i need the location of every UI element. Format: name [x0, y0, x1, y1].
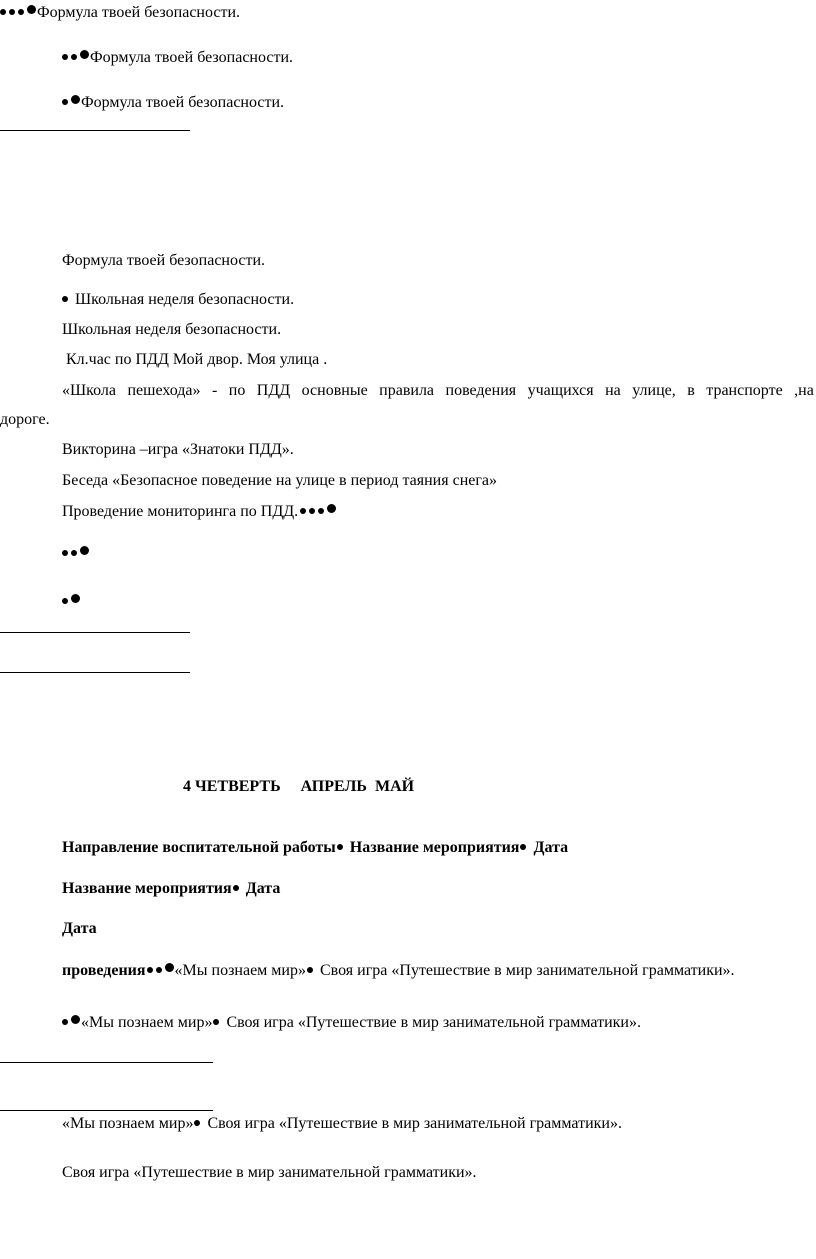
- footnote-rule: [0, 672, 190, 673]
- word: транспорте: [706, 382, 783, 399]
- bullet-icon: [71, 594, 80, 603]
- bullet-icon: [194, 1120, 200, 1126]
- bullet-icon: [307, 967, 313, 973]
- bullet-icon: [0, 9, 6, 15]
- col-date: Дата: [245, 880, 281, 897]
- col-date-held: проведения: [62, 962, 146, 979]
- footnote-rule: [0, 130, 190, 131]
- bullet-icon: [18, 9, 24, 15]
- school-week-bulleted: [62, 290, 294, 310]
- bullet-icon: [62, 1019, 68, 1025]
- bullet-icon: [71, 95, 80, 104]
- quarter-heading: [175, 757, 414, 797]
- talk-text: Беседа «Безопасное поведение на улице в период таяния снега»: [62, 472, 498, 489]
- game-show-text: Своя игра «Путешествие в мир занимательной грамматики».: [226, 1014, 641, 1031]
- formula-line-1: [0, 3, 240, 23]
- bullet-icon: [309, 508, 315, 514]
- pedestrian-school-continuation: [0, 410, 50, 430]
- bullet-icon: [62, 99, 68, 105]
- quarter-heading-text: 4 ЧЕТВЕРТЬ АПРЕЛЬ МАЙ: [183, 778, 415, 795]
- game-show-text: Своя игра «Путешествие в мир занимательной грамматики».: [62, 1164, 477, 1181]
- bullet-icon: [337, 844, 343, 850]
- bullet-icon: [71, 550, 77, 556]
- footnote-rule: [0, 1062, 213, 1063]
- col-event-name: Название мероприятия: [349, 839, 520, 856]
- class-hour-text: Кл.час по ПДД Мой двор. Моя улица .: [66, 351, 328, 368]
- col-event-name: Название мероприятия: [62, 880, 232, 897]
- quiz-text: Викторина –игра «Знатоки ПДД».: [62, 441, 294, 458]
- school-week-text: Школьная неделя безопасности.: [75, 291, 295, 308]
- col-direction: Направление воспитательной работы: [62, 839, 336, 856]
- bullet-icon: [327, 504, 336, 513]
- formula-text: Формула твоей безопасности.: [37, 4, 241, 21]
- bullet-row-2: [62, 592, 83, 612]
- formula-text: Формула твоей безопасности.: [81, 94, 285, 111]
- bullet-icon: [156, 967, 162, 973]
- we-learn-text: «Мы познаем мир»: [174, 962, 306, 979]
- word: улице,: [632, 382, 676, 399]
- formula-line-3: [62, 93, 284, 113]
- word: на: [605, 382, 621, 399]
- word: «Школа: [62, 382, 116, 399]
- header-row-2: [62, 879, 280, 899]
- header-row-1: [62, 838, 568, 858]
- formula-line-2: [62, 48, 293, 68]
- bullet-icon: [80, 50, 89, 59]
- col-date: Дата: [533, 839, 569, 856]
- quiz-line: [62, 440, 294, 460]
- formula-text: Формула твоей безопасности.: [90, 49, 294, 66]
- bullet-icon: [71, 54, 77, 60]
- bullet-icon: [71, 1015, 80, 1024]
- word: -: [211, 382, 218, 399]
- game-show-text: Своя игра «Путешествие в мир занимательной грамматики».: [319, 962, 735, 979]
- entry-row-2: [62, 1013, 641, 1033]
- word: правила: [379, 382, 435, 399]
- talk-line: [62, 471, 497, 491]
- formula-line-4: [62, 251, 265, 271]
- word: основные: [301, 382, 368, 399]
- monitoring-line: [62, 502, 339, 522]
- bullet-icon: [520, 844, 526, 850]
- bullet-icon: [80, 546, 89, 555]
- continuation-text: дороге.: [0, 411, 50, 428]
- bullet-icon: [300, 508, 306, 514]
- we-learn-text: «Мы познаем мир»: [62, 1115, 194, 1132]
- bullet-icon: [9, 9, 15, 15]
- word: по: [228, 382, 246, 399]
- bullet-icon: [147, 967, 153, 973]
- bullet-icon: [62, 550, 68, 556]
- we-learn-text: «Мы познаем мир»: [81, 1014, 213, 1031]
- entry-row-1: [62, 961, 735, 981]
- class-hour-line: [66, 350, 327, 370]
- header-row-3: [62, 919, 97, 939]
- footnote-rule: [0, 632, 190, 633]
- bullet-icon: [213, 1019, 219, 1025]
- word: ,на: [794, 382, 814, 399]
- word: ПДД: [256, 382, 291, 399]
- col-date: Дата: [62, 920, 97, 937]
- school-week-text: Школьная неделя безопасности.: [62, 321, 282, 338]
- word: поведения: [445, 382, 517, 399]
- bullet-icon: [62, 54, 68, 60]
- word: в: [687, 382, 695, 399]
- formula-text: Формула твоей безопасности.: [62, 252, 266, 269]
- bullet-icon: [62, 296, 68, 302]
- game-show-text: Своя игра «Путешествие в мир занимательной грамматики».: [207, 1115, 622, 1132]
- bullet-icon: [27, 5, 36, 14]
- entry-row-3: [62, 1114, 622, 1134]
- pedestrian-school-line: [62, 381, 814, 401]
- entry-row-4: [62, 1163, 477, 1183]
- bullet-icon: [318, 508, 324, 514]
- footnote-rule: [0, 1110, 213, 1111]
- word: пешехода»: [127, 382, 201, 399]
- word: учащихся: [527, 382, 594, 399]
- monitoring-text: Проведение мониторинга по ПДД.: [62, 503, 299, 520]
- bullet-icon: [233, 885, 239, 891]
- bullet-row-3: [62, 544, 92, 564]
- bullet-icon: [62, 598, 68, 604]
- school-week-line: [62, 320, 281, 340]
- bullet-icon: [165, 963, 174, 972]
